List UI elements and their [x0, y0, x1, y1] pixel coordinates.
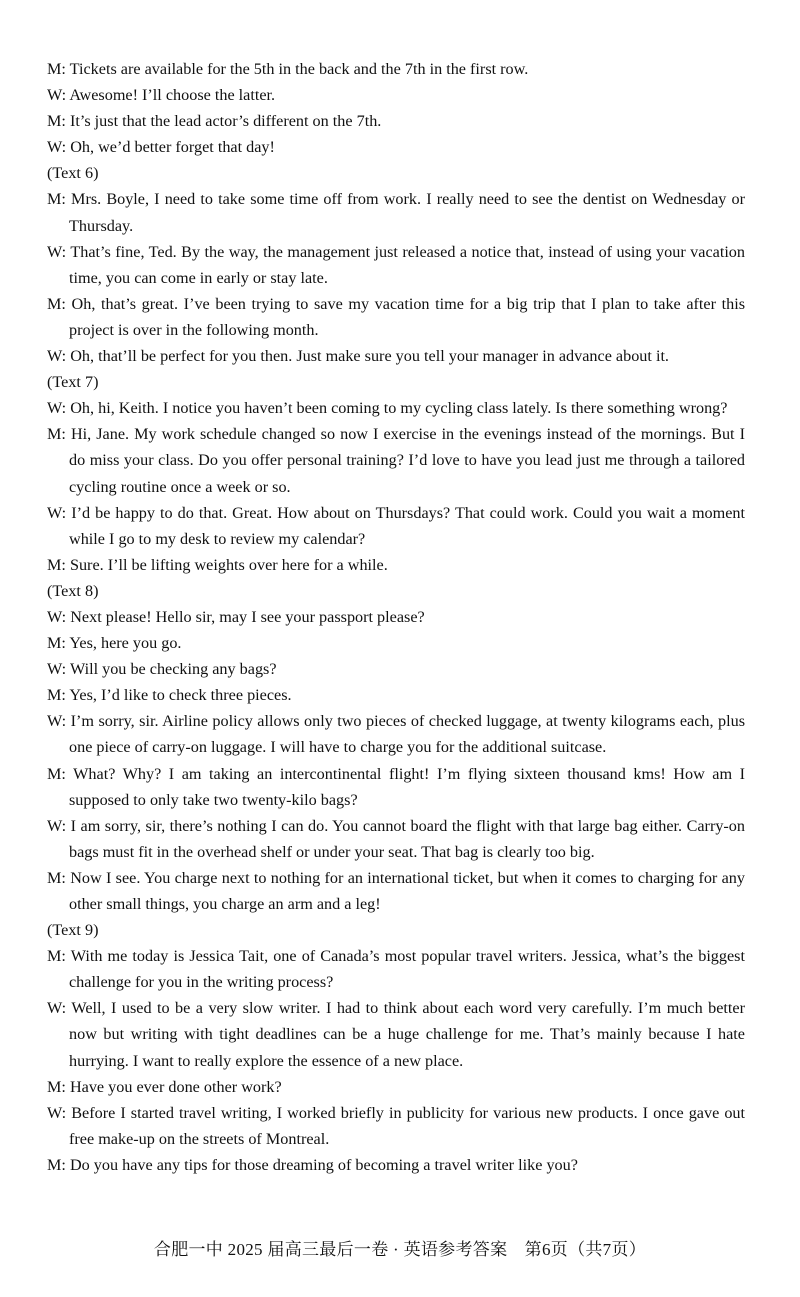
- utterance: With me today is Jessica Tait, one of Canada’s most popular travel writers. Jessica, what’s the biggest challenge for you in the writing process?: [69, 947, 745, 992]
- speaker: M:: [47, 634, 66, 653]
- utterance: Do you have any tips for those dreaming of becoming a travel writer like you?: [69, 1155, 578, 1174]
- speaker: M:: [47, 60, 66, 78]
- dialogue-line: [47, 1152, 745, 1178]
- utterance: Awesome! I’ll choose the latter.: [69, 86, 276, 105]
- section-label: (Text 9): [47, 921, 99, 940]
- dialogue-line: [47, 500, 745, 552]
- utterance: I am sorry, sir, there’s nothing I can do. You cannot board the flight with that large bag either. Carry-on bags must fit in the overhead shelf or under your seat. That bag is clearly too big.: [69, 816, 745, 861]
- dialogue-line: [47, 1100, 745, 1152]
- utterance: What? Why? I am taking an intercontinental flight! I’m flying sixteen thousand kms! How am I supposed to only take two twenty-kilo bags?: [69, 764, 745, 809]
- speaker: M:: [47, 686, 66, 705]
- speaker: M:: [47, 764, 66, 783]
- dialogue-line: [47, 682, 745, 708]
- speaker: M:: [47, 1155, 66, 1174]
- utterance: I’m sorry, sir. Airline policy allows only two pieces of checked luggage, at twenty kilograms each, plus one piece of carry-on luggage. I will have to charge you for the additional suitcase.: [69, 712, 745, 757]
- speaker: W:: [47, 607, 67, 626]
- utterance: Well, I used to be a very slow writer. I had to think about each word very carefully. I’m much better now but writing with tight deadlines can be a huge challenge for me. That’s mainly because I hate hurrying. I want to really explore the essence of a new place.: [69, 999, 745, 1070]
- utterance: That’s fine, Ted. By the way, the management just released a notice that, instead of using your vacation time, you can come in early or stay late.: [69, 242, 745, 287]
- speaker: M:: [47, 1077, 66, 1096]
- page-footer: 合肥一中 2025 届高三最后一卷 · 英语参考答案 第6页（共7页）: [153, 1240, 647, 1259]
- speaker: W:: [47, 503, 67, 522]
- dialogue-line: [47, 1074, 745, 1100]
- utterance: It’s just that the lead actor’s different on the 7th.: [69, 112, 382, 131]
- dialogue-line: [47, 943, 745, 995]
- speaker: M:: [47, 294, 66, 313]
- dialogue-line: [47, 56, 745, 82]
- dialogue-line: [47, 421, 745, 499]
- dialogue-line: [47, 604, 745, 630]
- utterance: Oh, we’d better forget that day!: [70, 138, 275, 157]
- speaker: W:: [47, 138, 67, 157]
- speaker: W:: [47, 347, 67, 366]
- speaker: W:: [47, 712, 67, 731]
- speaker: W:: [47, 999, 67, 1018]
- dialogue-line: [47, 761, 745, 813]
- speaker: W:: [47, 399, 67, 418]
- speaker: W:: [47, 1103, 67, 1122]
- dialogue-line: [47, 395, 745, 421]
- dialogue-line: [47, 82, 745, 108]
- speaker: W:: [47, 660, 67, 679]
- dialogue-line: [47, 239, 745, 291]
- utterance: Yes, here you go.: [69, 634, 182, 653]
- utterance: Oh, hi, Keith. I notice you haven’t been coming to my cycling class lately. Is there something wrong?: [70, 399, 728, 418]
- speaker: W:: [47, 242, 67, 261]
- speaker: M:: [47, 555, 66, 574]
- dialogue-line: [47, 656, 745, 682]
- speaker: W:: [47, 86, 67, 105]
- utterance: Sure. I’ll be lifting weights over here for a while.: [69, 555, 388, 574]
- speaker: M:: [47, 425, 66, 444]
- transcript-body: [47, 56, 745, 1178]
- utterance: Yes, I’d like to check three pieces.: [69, 686, 292, 705]
- dialogue-line: [47, 630, 745, 656]
- dialogue-line: [47, 813, 745, 865]
- utterance: Now I see. You charge next to nothing for an international ticket, but when it comes to charging for any other small things, you charge an arm and a leg!: [69, 868, 745, 913]
- speaker: M:: [47, 868, 66, 887]
- utterance: Oh, that’ll be perfect for you then. Just make sure you tell your manager in advance about it.: [70, 347, 669, 366]
- dialogue-line: [47, 186, 745, 238]
- speaker: M:: [47, 190, 66, 209]
- dialogue-line: [47, 995, 745, 1073]
- utterance: Next please! Hello sir, may I see your passport please?: [70, 607, 425, 626]
- utterance: Before I started travel writing, I worked briefly in publicity for various new products. I once gave out free make-up on the streets of Montreal.: [69, 1103, 746, 1148]
- utterance: I’d be happy to do that. Great. How about on Thursdays? That could work. Could you wait a moment while I go to my desk to review my calendar?: [69, 503, 746, 548]
- dialogue-line: [47, 134, 745, 160]
- dialogue-line: [47, 865, 745, 917]
- dialogue-line: [47, 343, 745, 369]
- utterance: Will you be checking any bags?: [69, 660, 277, 679]
- utterance: Mrs. Boyle, I need to take some time off from work. I really need to see the dentist on Wednesday or Thursday.: [69, 190, 746, 235]
- speaker: W:: [47, 816, 67, 835]
- utterance: Tickets are available for the 5th in the back and the 7th in the first row.: [69, 60, 529, 78]
- section-label: (Text 7): [47, 373, 99, 392]
- utterance: Oh, that’s great. I’ve been trying to save my vacation time for a big trip that I plan to take after this project is over in the following month.: [69, 294, 745, 339]
- dialogue-line: [47, 108, 745, 134]
- dialogue-line: [47, 708, 745, 760]
- speaker: M:: [47, 947, 66, 966]
- utterance: Hi, Jane. My work schedule changed so now I exercise in the evenings instead of the mornings. But I do miss your class. Do you offer personal training? I’d love to have you lead just me through a tailored cycling routine once a week or so.: [69, 425, 746, 496]
- section-label: (Text 6): [47, 164, 99, 183]
- dialogue-line: [47, 552, 745, 578]
- utterance: Have you ever done other work?: [69, 1077, 282, 1096]
- dialogue-line: [47, 291, 745, 343]
- section-label: (Text 8): [47, 581, 99, 600]
- speaker: M:: [47, 112, 66, 131]
